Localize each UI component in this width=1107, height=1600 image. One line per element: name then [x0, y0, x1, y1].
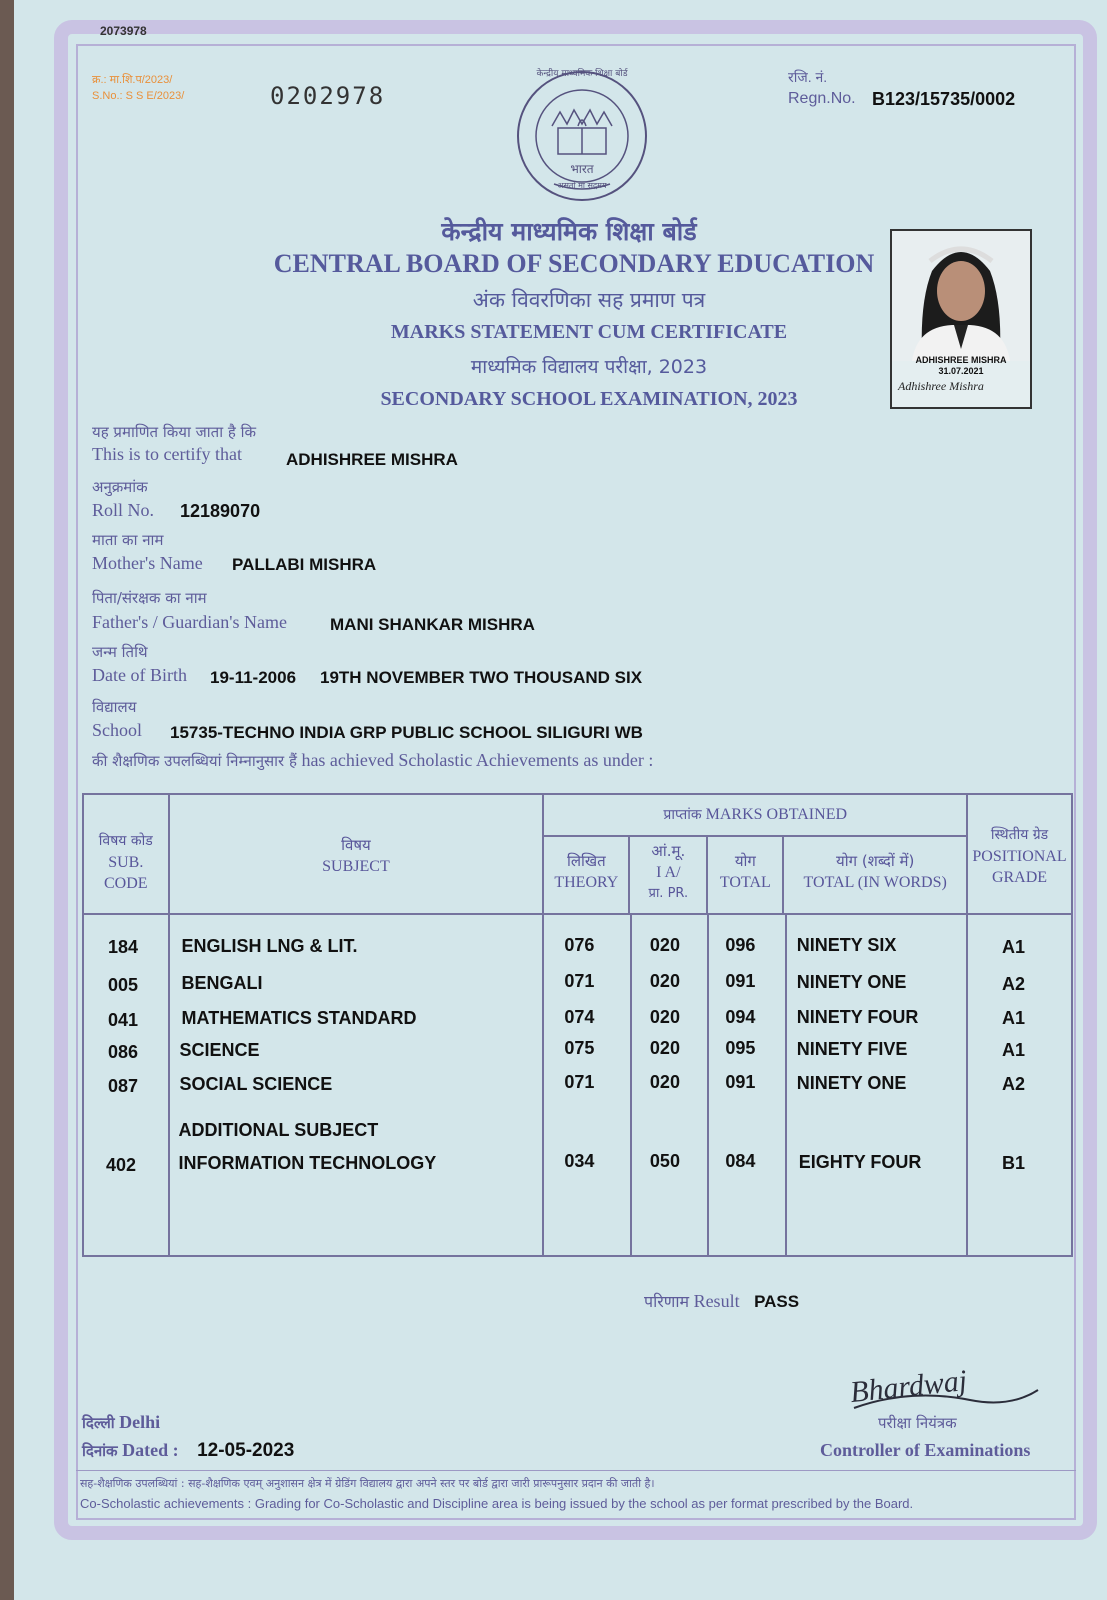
row-1-words: NINETY ONE: [796, 972, 907, 992]
signature-flourish-icon: [850, 1378, 1040, 1418]
certify-label-en: This is to certify that: [92, 444, 242, 464]
row-0-subject: ENGLISH LNG & LIT.: [181, 936, 358, 956]
header-marks-hi: प्राप्तांक: [663, 807, 702, 823]
header-marks-en: MARKS OBTAINED: [705, 806, 848, 823]
row-2-ia: 020: [649, 1007, 680, 1027]
dob-label-hi: जन्म तिथि: [92, 643, 148, 661]
row-0-code: 184: [108, 937, 139, 957]
photo-date: 31.07.2021: [938, 366, 984, 376]
header-marks-subcols: [544, 837, 966, 913]
header-marks-title: [544, 795, 966, 837]
mother-name: PALLABI MISHRA: [232, 555, 377, 574]
row-1-code: 005: [108, 975, 139, 995]
result-label-en: Result: [693, 1291, 740, 1311]
photo-name: ADHISHREE MISHRA: [915, 355, 1007, 365]
dob-words: 19TH NOVEMBER TWO THOUSAND SIX: [320, 668, 643, 687]
regn-value: B123/15735/0002: [872, 89, 1016, 109]
place-hi: दिल्ली: [82, 1414, 115, 1432]
achievements-line: [92, 750, 653, 771]
header-total-hi: योग: [734, 852, 756, 870]
result-label-hi: परिणाम: [644, 1292, 690, 1311]
dated-line: [82, 1440, 294, 1462]
row-5-code: 402: [106, 1155, 137, 1175]
issue-date: 12-05-2023: [197, 1440, 295, 1461]
table-header-row: [83, 794, 1072, 914]
place-en: Delhi: [119, 1412, 161, 1432]
header-grade-hi: स्थितीय ग्रेड: [990, 827, 1049, 843]
seal-country: भारत: [570, 162, 594, 176]
header-words: [784, 837, 966, 913]
row-4-total: 091: [725, 1072, 756, 1092]
seal-top-text: केन्द्रीय माध्यमिक शिक्षा बोर्ड: [536, 69, 628, 79]
header-ia-hi: आं.मू.: [651, 842, 686, 860]
row-1-total: 091: [725, 971, 756, 991]
footer-divider: [76, 1470, 1076, 1471]
row-3-theory: 075: [564, 1038, 595, 1058]
controller-title-en: Controller of Examinations: [820, 1440, 1031, 1460]
board-name-en: CENTRAL BOARD OF SECONDARY EDUCATION: [273, 249, 875, 278]
roll-label-hi: अनुक्रमांक: [92, 478, 148, 496]
row-2-words: NINETY FOUR: [796, 1007, 919, 1027]
dob-label-en: Date of Birth: [92, 665, 187, 685]
row-4-theory: 071: [564, 1072, 595, 1092]
dated-hi: दिनांक: [82, 1442, 118, 1460]
seal-motto: असतो मा सद्गमय: [557, 181, 607, 190]
doc-title-hi: अंक विवरणिका सह प्रमाण पत्र: [472, 288, 706, 312]
header-ia-pr: प्रा. PR.: [648, 886, 689, 901]
exam-title-hi: माध्यमिक विद्यालय परीक्षा, 2023: [470, 356, 708, 378]
row-2-total: 094: [725, 1007, 756, 1027]
achievements-label-en: has achieved Scholastic Achievements as under :: [301, 750, 654, 770]
marks-table: [82, 793, 1073, 1257]
photo-signature: Adhishree Mishra: [898, 379, 984, 393]
table-body-row: [83, 914, 1072, 1256]
father-label-hi: पिता/संरक्षक का नाम: [92, 589, 207, 607]
row-0-words: NINETY SIX: [796, 935, 897, 955]
achievements-label-hi: की शैक्षणिक उपलब्धियां निम्नानुसार हैं: [92, 752, 297, 770]
header-code-en2: CODE: [103, 875, 148, 892]
row-5-subject: INFORMATION TECHNOLOGY: [178, 1153, 437, 1173]
header-words-hi: योग (शब्दों में): [836, 852, 915, 870]
header-subject-en: SUBJECT: [322, 858, 390, 875]
dob-value: 19-11-2006: [210, 668, 297, 687]
sr-no-value: 0202978: [270, 82, 386, 110]
sr-no-label: [92, 72, 184, 104]
school-label-en: School: [92, 720, 143, 740]
row-5-grade: B1: [1002, 1153, 1026, 1173]
header-total-en: TOTAL: [719, 874, 771, 891]
row-3-ia: 020: [649, 1038, 680, 1058]
father-name: MANI SHANKAR MISHRA: [330, 615, 535, 634]
row-2-subject: MATHEMATICS STANDARD: [181, 1008, 417, 1028]
result-value: PASS: [754, 1292, 800, 1311]
row-4-grade: A2: [1002, 1074, 1026, 1094]
row-4-ia: 020: [649, 1072, 680, 1092]
row-4-code: 087: [108, 1076, 139, 1096]
col-theory: [543, 914, 631, 1256]
controller-title-hi: परीक्षा नियंत्रक: [878, 1414, 957, 1432]
header-theory-en: THEORY: [554, 874, 619, 891]
header-code-hi: विषय कोड: [98, 833, 153, 849]
additional-subject-label: ADDITIONAL SUBJECT: [178, 1120, 379, 1140]
place-line: [82, 1412, 160, 1433]
row-2-code: 041: [108, 1010, 139, 1030]
header-subject-hi: विषय: [341, 836, 371, 854]
student-name: ADHISHREE MISHRA: [286, 450, 458, 469]
header-subject: [169, 794, 544, 914]
row-4-words: NINETY ONE: [796, 1073, 907, 1093]
row-0-total: 096: [725, 935, 756, 955]
row-1-grade: A2: [1002, 974, 1026, 994]
row-5-total: 084: [725, 1151, 756, 1171]
header-theory: [544, 837, 630, 913]
row-3-subject: SCIENCE: [179, 1040, 260, 1060]
row-1-subject: BENGALI: [181, 973, 263, 993]
roll-label-en: Roll No.: [92, 500, 155, 520]
doc-title-en: MARKS STATEMENT CUM CERTIFICATE: [390, 321, 788, 343]
co-scholastic-note-en: Co-Scholastic achievements : Grading for Co-Scholastic and Discipline area is being issued by the school as per format prescribed by the Board.: [80, 1496, 914, 1511]
school-name: 15735-TECHNO INDIA GRP PUBLIC SCHOOL SILIGURI WB: [170, 723, 643, 742]
col-code: [83, 914, 169, 1256]
col-ia: [631, 914, 708, 1256]
header-marks-group: [543, 794, 967, 914]
row-3-grade: A1: [1002, 1040, 1026, 1060]
header-words-en: TOTAL (IN WORDS): [803, 874, 947, 891]
col-total: [708, 914, 785, 1256]
header-grade-en1: POSITIONAL: [972, 848, 1067, 865]
father-label-en: Father's / Guardian's Name: [92, 612, 287, 632]
certificate-page: [14, 0, 1107, 1600]
row-0-grade: A1: [1002, 937, 1026, 957]
row-1-theory: 071: [564, 971, 595, 991]
sr-no-label-hi: क्र.: मा.शि.प/2023/: [92, 74, 173, 86]
mother-label-hi: माता का नाम: [92, 531, 164, 549]
board-name-hi: केन्द्रीय माध्यमिक शिक्षा बोर्ड: [441, 217, 697, 246]
header-total: [708, 837, 784, 913]
mother-label-en: Mother's Name: [92, 553, 203, 573]
row-3-words: NINETY FIVE: [796, 1039, 908, 1059]
co-scholastic-note-hi: सह-शैक्षणिक उपलब्धियां : सह-शैक्षणिक एवम् अनुशासन क्षेत्र में ग्रेडिंग विद्यालय द्वारा अपने स्तर पर बोर्ड द्वारा जारी प्रारूपनुसार प्रदान की जाती है।: [80, 1477, 655, 1490]
row-2-theory: 074: [564, 1007, 595, 1027]
controller-signature: Bhardwaj: [848, 1363, 969, 1410]
student-portrait-icon: [892, 231, 1030, 361]
row-1-ia: 020: [649, 971, 680, 991]
row-5-theory: 034: [564, 1151, 595, 1171]
col-words: [786, 914, 967, 1256]
certify-label-hi: यह प्रमाणित किया जाता है कि: [92, 423, 256, 441]
header-grade-en2: GRADE: [991, 869, 1048, 886]
row-3-total: 095: [725, 1038, 756, 1058]
student-photo: [890, 229, 1032, 409]
row-2-grade: A1: [1002, 1008, 1026, 1028]
col-grade: [967, 914, 1072, 1256]
header-sub-code: [83, 794, 169, 914]
dated-en: Dated :: [122, 1440, 179, 1460]
row-5-words: EIGHTY FOUR: [798, 1152, 922, 1172]
row-0-theory: 076: [564, 935, 595, 955]
school-label-hi: विद्यालय: [92, 698, 137, 716]
header-ia-en: I A/: [656, 864, 681, 881]
regn-label-hi: रजि. नं.: [788, 69, 828, 85]
serial-top: 2073978: [100, 24, 147, 38]
header-theory-hi: लिखित: [566, 852, 606, 870]
row-3-code: 086: [108, 1042, 139, 1062]
row-0-ia: 020: [649, 935, 680, 955]
row-5-ia: 050: [649, 1151, 680, 1171]
regn-label-en: Regn.No.: [788, 90, 856, 107]
result-line: [644, 1290, 799, 1312]
exam-title-en: SECONDARY SCHOOL EXAMINATION, 2023: [380, 388, 798, 410]
col-subject: [169, 914, 544, 1256]
header-grade: [967, 794, 1072, 914]
roll-number: 12189070: [180, 501, 261, 521]
row-4-subject: SOCIAL SCIENCE: [179, 1074, 333, 1094]
header-ia: [630, 837, 708, 913]
header-code-en1: SUB.: [108, 854, 144, 871]
sr-no-label-en: S.No.: S S E/2023/: [92, 90, 185, 102]
